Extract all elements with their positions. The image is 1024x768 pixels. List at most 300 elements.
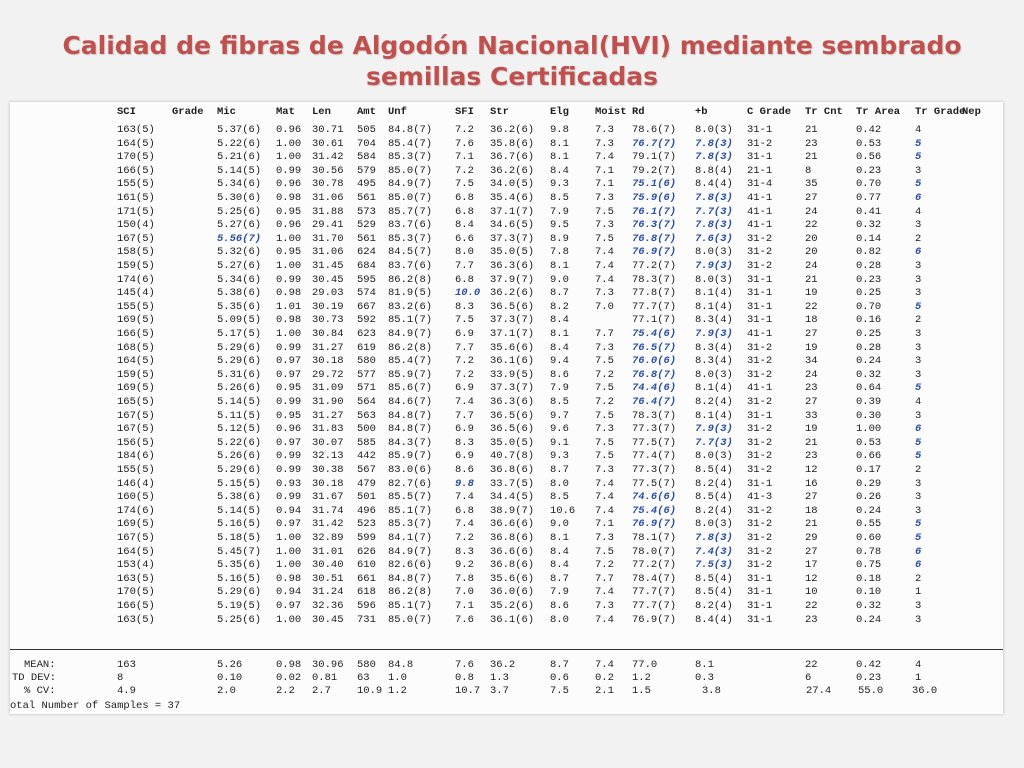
table-cell: 5.56(7) (217, 232, 262, 245)
table-cell: 579 (357, 164, 376, 177)
table-cell: 1.00 (276, 545, 302, 558)
stats-cell: 0.81 (312, 672, 338, 684)
table-cell: 3 (915, 409, 922, 422)
table-cell: 5.26(6) (217, 450, 262, 463)
table-cell: 7.3 (595, 600, 614, 612)
stats-cell: 7.6 (455, 659, 474, 671)
table-row (10, 287, 1003, 300)
stats-cell: 1.2 (388, 685, 407, 697)
table-cell: 5.32(6) (217, 246, 262, 259)
table-cell: 6 (915, 423, 922, 436)
stats-cell: 0.23 (856, 672, 882, 684)
table-cell: 0.97 (276, 518, 302, 531)
table-cell: 8.3 (455, 545, 474, 558)
table-cell: 7.0 (595, 300, 614, 313)
table-cell: 0.82 (856, 246, 882, 259)
table-cell: 22 (805, 600, 818, 612)
column-header: Moist (595, 106, 627, 118)
table-cell: 7.7 (595, 572, 614, 585)
table-cell: 30.84 (312, 328, 344, 340)
table-cell: 31-2 (747, 246, 773, 259)
table-cell: 30.61 (312, 137, 344, 150)
table-row (10, 505, 1003, 518)
table-cell: 599 (357, 532, 376, 544)
table-cell: 8.2(4) (695, 477, 733, 490)
column-header: Unf (388, 106, 407, 118)
table-cell: 0.97 (276, 355, 302, 368)
table-cell: 0.24 (856, 504, 882, 517)
table-cell: 31-1 (747, 273, 773, 286)
table-cell: 8.0 (455, 246, 474, 259)
table-cell: 7.7 (595, 328, 614, 340)
table-cell: 184(6) (117, 450, 155, 463)
table-cell: 164(5) (117, 137, 155, 150)
stats-cell: 8.1 (695, 659, 714, 671)
table-row (10, 573, 1003, 586)
table-cell: 30.19 (312, 300, 344, 313)
table-cell: 8.3(4) (695, 314, 733, 327)
table-cell: 0.96 (276, 124, 302, 136)
table-cell: 5.29(6) (217, 464, 262, 476)
table-cell: 5.37(6) (217, 124, 262, 136)
table-cell: 7.2 (455, 124, 474, 136)
table-cell: 3 (915, 219, 922, 232)
table-row (10, 532, 1003, 545)
table-cell: 6.8 (455, 273, 474, 286)
table-cell: 7.5 (595, 545, 614, 558)
table-cell: 0.16 (856, 314, 882, 327)
table-cell: 6.6 (455, 232, 474, 245)
stats-cell: 0.02 (276, 672, 302, 684)
table-cell: 84.9(7) (388, 545, 433, 558)
table-cell: 8.0(3) (695, 273, 733, 286)
table-cell: 82.7(6) (388, 477, 433, 490)
sample-count: otal Number of Samples = 37 (10, 700, 181, 712)
table-cell: 7.4 (595, 491, 614, 504)
table-cell: 78.1(7) (632, 532, 677, 544)
table-row (10, 165, 1003, 178)
table-cell: 7.2 (455, 355, 474, 368)
table-row (10, 355, 1003, 368)
table-cell: 83.0(6) (388, 464, 433, 476)
table-cell: 84.1(7) (388, 532, 433, 544)
table-cell: 31-1 (747, 151, 773, 164)
table-cell: 83.7(6) (388, 219, 433, 232)
table-cell: 7.4 (595, 477, 614, 490)
table-cell: 30.45 (312, 273, 344, 286)
table-cell: 7.9(3) (695, 328, 733, 340)
table-cell: 86.2(8) (388, 273, 433, 286)
table-cell: 24 (805, 368, 818, 381)
table-cell: 167(5) (117, 232, 155, 245)
table-cell: 6.9 (455, 382, 474, 395)
table-cell: 0.32 (856, 368, 882, 381)
table-cell: 5.18(5) (217, 532, 262, 544)
table-cell: 41-1 (747, 205, 773, 218)
table-cell: 31-2 (747, 504, 773, 517)
table-cell: 36.8(6) (490, 464, 535, 476)
table-cell: 31-2 (747, 355, 773, 368)
table-cell: 31.27 (312, 341, 344, 354)
table-cell: 31.42 (312, 151, 344, 164)
table-cell: 5.19(5) (217, 600, 262, 612)
table-cell: 0.78 (856, 545, 882, 558)
table-cell: 77.7(7) (632, 586, 677, 599)
table-cell: 0.99 (276, 491, 302, 504)
table-cell: 619 (357, 341, 376, 354)
table-cell: 564 (357, 396, 376, 408)
table-cell: 76.5(7) (632, 341, 677, 354)
table-cell: 34 (805, 355, 818, 368)
table-cell: 8.7 (550, 287, 569, 300)
stats-cell: 4 (915, 659, 922, 671)
table-cell: 7.4 (595, 613, 614, 626)
table-cell: 77.1(7) (632, 314, 677, 327)
table-cell: 77.7(7) (632, 600, 677, 612)
table-cell: 78.3(7) (632, 409, 677, 422)
table-cell: 8.6 (455, 464, 474, 476)
table-cell: 7.4 (595, 586, 614, 599)
table-row (10, 314, 1003, 327)
table-cell: 9.8 (550, 124, 569, 136)
table-cell: 161(5) (117, 192, 155, 204)
table-cell: 169(5) (117, 314, 155, 327)
table-cell: 84.8(7) (388, 423, 433, 436)
table-cell: 5.35(6) (217, 300, 262, 313)
stats-cell: 8.7 (550, 659, 569, 671)
table-cell: 166(5) (117, 164, 155, 177)
table-cell: 0.94 (276, 586, 302, 599)
table-cell: 8.1 (550, 260, 569, 272)
table-cell: 85.5(7) (388, 491, 433, 504)
stats-cell: 10.7 (455, 685, 481, 697)
table-cell: 7.5 (595, 232, 614, 245)
table-cell: 31.90 (312, 396, 344, 408)
table-cell: 661 (357, 572, 376, 585)
table-cell: 85.1(7) (388, 600, 433, 612)
table-cell: 85.1(7) (388, 504, 433, 517)
stats-label: MEAN: (24, 659, 56, 671)
table-cell: 0.99 (276, 450, 302, 463)
table-cell: 38.9(7) (490, 504, 535, 517)
table-cell: 8.3(4) (695, 355, 733, 368)
table-cell: 84.5(7) (388, 246, 433, 259)
table-cell: 8.4 (550, 314, 569, 327)
table-cell: 85.0(7) (388, 164, 433, 177)
table-cell: 30.73 (312, 314, 344, 327)
table-cell: 496 (357, 504, 376, 517)
stats-cell: 163 (117, 659, 136, 671)
table-cell: 5.15(5) (217, 477, 262, 490)
table-cell: 0.94 (276, 504, 302, 517)
table-header (10, 106, 1003, 122)
table-cell: 7.3 (595, 137, 614, 150)
table-cell: 1.00 (276, 613, 302, 626)
table-cell: 5.26(6) (217, 382, 262, 395)
table-cell: 34.0(5) (490, 178, 535, 191)
table-cell: 2 (915, 464, 922, 476)
table-cell: 81.9(5) (388, 287, 433, 300)
table-cell: 6.9 (455, 450, 474, 463)
table-cell: 1.00 (276, 532, 302, 544)
table-cell: 7.1 (455, 151, 474, 164)
table-cell: 9.3 (550, 178, 569, 191)
table-cell: 31.74 (312, 504, 344, 517)
table-cell: 31.45 (312, 260, 344, 272)
table-cell: 16 (805, 477, 818, 490)
title-line-2: semillas Certificadas (365, 62, 659, 91)
table-cell: 1.01 (276, 300, 302, 313)
table-cell: 8.5(4) (695, 491, 733, 504)
table-cell: 30.18 (312, 355, 344, 368)
table-cell: 7.4 (595, 260, 614, 272)
table-cell: 9.1 (550, 436, 569, 449)
table-cell: 561 (357, 232, 376, 245)
table-cell: 41-1 (747, 328, 773, 340)
stats-cell: 7.5 (550, 685, 569, 697)
table-cell: 7.5 (595, 205, 614, 218)
table-cell: 35.0(5) (490, 246, 535, 259)
table-cell: 77.3(7) (632, 464, 677, 476)
table-cell: 5 (915, 178, 922, 191)
table-cell: 0.97 (276, 600, 302, 612)
table-cell: 573 (357, 205, 376, 218)
table-cell: 30.56 (312, 164, 344, 177)
table-cell: 5.34(6) (217, 178, 262, 191)
stats-cell: 0.42 (856, 659, 882, 671)
table-cell: 41-3 (747, 491, 773, 504)
table-cell: 8.1(4) (695, 382, 733, 395)
table-cell: 5.16(5) (217, 572, 262, 585)
table-cell: 5.16(5) (217, 518, 262, 531)
table-cell: 31-4 (747, 178, 773, 191)
table-cell: 37.3(7) (490, 314, 535, 327)
table-cell: 7.4 (455, 396, 474, 408)
table-cell: 76.8(7) (632, 232, 677, 245)
stats-cell: 0.8 (455, 672, 474, 684)
table-cell: 7.8 (550, 246, 569, 259)
table-row (10, 192, 1003, 205)
table-cell: 145(4) (117, 287, 155, 300)
table-cell: 8.4 (550, 341, 569, 354)
slide-title (0, 30, 1024, 92)
stats-cell: 4.9 (117, 685, 136, 697)
table-cell: 5.25(6) (217, 205, 262, 218)
table-cell: 0.99 (276, 164, 302, 177)
table-cell: 174(6) (117, 273, 155, 286)
table-cell: 85.4(7) (388, 137, 433, 150)
table-cell: 23 (805, 382, 818, 395)
stats-cell: 3.7 (490, 685, 509, 697)
table-cell: 1.00 (276, 151, 302, 164)
column-header: Str (490, 106, 509, 118)
table-cell: 8.6 (550, 600, 569, 612)
table-cell: 37.1(7) (490, 205, 535, 218)
table-row (10, 301, 1003, 314)
table-cell: 7.4(3) (695, 545, 733, 558)
stats-cell: 7.4 (595, 659, 614, 671)
table-cell: 166(5) (117, 328, 155, 340)
table-cell: 170(5) (117, 151, 155, 164)
table-cell: 7.4 (455, 518, 474, 531)
table-cell: 2 (915, 232, 922, 245)
stats-cell: 30.96 (312, 659, 344, 671)
table-cell: 31-2 (747, 464, 773, 476)
table-cell: 5.38(6) (217, 491, 262, 504)
table-cell: 163(5) (117, 613, 155, 626)
table-cell: 3 (915, 328, 922, 340)
table-cell: 35.0(5) (490, 436, 535, 449)
stats-row (10, 659, 1003, 672)
table-cell: 36.2(6) (490, 287, 535, 300)
stats-cell: 55.0 (858, 685, 884, 697)
table-cell: 623 (357, 328, 376, 340)
table-cell: 169(5) (117, 518, 155, 531)
table-cell: 8.4(4) (695, 178, 733, 191)
stats-cell: 10.9 (357, 685, 383, 697)
table-cell: 3 (915, 273, 922, 286)
table-cell: 27 (805, 491, 818, 504)
table-cell: 23 (805, 137, 818, 150)
table-cell: 31-1 (747, 314, 773, 327)
table-row (10, 206, 1003, 219)
table-cell: 36.3(6) (490, 260, 535, 272)
table-cell: 2 (915, 572, 922, 585)
table-cell: 5 (915, 151, 922, 164)
table-cell: 5.14(5) (217, 164, 262, 177)
table-cell: 8.0 (550, 613, 569, 626)
table-cell: 8.5(4) (695, 464, 733, 476)
table-cell: 0.28 (856, 341, 882, 354)
table-cell: 8.3 (455, 300, 474, 313)
table-cell: 8.5 (550, 192, 569, 204)
table-cell: 5.21(6) (217, 151, 262, 164)
table-row (10, 546, 1003, 559)
table-cell: 5.17(5) (217, 328, 262, 340)
table-cell: 0.96 (276, 178, 302, 191)
table-cell: 0.98 (276, 572, 302, 585)
table-cell: 0.60 (856, 532, 882, 544)
column-header: Amt (357, 106, 376, 118)
table-cell: 8.1 (550, 151, 569, 164)
stats-separator (10, 649, 1003, 650)
table-cell: 31-2 (747, 368, 773, 381)
column-header: Rd (632, 106, 645, 118)
table-cell: 29.03 (312, 287, 344, 300)
stats-cell: 1.5 (632, 685, 651, 697)
table-cell: 8 (805, 164, 812, 177)
table-cell: 79.2(7) (632, 164, 677, 177)
table-cell: 7.5 (455, 178, 474, 191)
table-cell: 7.5 (595, 450, 614, 463)
table-cell: 684 (357, 260, 376, 272)
table-cell: 9.0 (550, 273, 569, 286)
table-cell: 76.9(7) (632, 613, 677, 626)
table-cell: 21-1 (747, 164, 773, 177)
table-cell: 8.1(4) (695, 409, 733, 422)
table-cell: 167(5) (117, 423, 155, 436)
table-cell: 10.6 (550, 504, 576, 517)
table-cell: 9.2 (455, 559, 474, 572)
table-cell: 83.7(6) (388, 260, 433, 272)
table-cell: 0.70 (856, 178, 882, 191)
table-cell: 7.8 (455, 572, 474, 585)
table-row (10, 586, 1003, 599)
table-cell: 167(5) (117, 409, 155, 422)
table-cell: 85.3(7) (388, 232, 433, 245)
stats-cell: 63 (357, 672, 370, 684)
table-cell: 5.27(6) (217, 260, 262, 272)
table-cell: 31-1 (747, 586, 773, 599)
table-cell: 3 (915, 477, 922, 490)
table-cell: 1.00 (276, 260, 302, 272)
table-cell: 585 (357, 436, 376, 449)
table-cell: 704 (357, 137, 376, 150)
table-cell: 29.41 (312, 219, 344, 232)
column-header: Nep (962, 106, 981, 118)
table-cell: 35.6(6) (490, 341, 535, 354)
table-cell: 4 (915, 205, 922, 218)
table-cell: 0.32 (856, 600, 882, 612)
table-cell: 0.96 (276, 423, 302, 436)
table-cell: 1 (915, 586, 922, 599)
table-cell: 153(4) (117, 559, 155, 572)
stats-cell: 1.0 (388, 672, 407, 684)
table-cell: 7.4 (595, 151, 614, 164)
table-cell: 19 (805, 423, 818, 436)
table-cell: 77.3(7) (632, 423, 677, 436)
table-cell: 40.7(8) (490, 450, 535, 463)
table-cell: 36.2(6) (490, 164, 535, 177)
table-row (10, 559, 1003, 572)
table-cell: 171(5) (117, 205, 155, 218)
table-cell: 86.2(8) (388, 341, 433, 354)
table-row (10, 328, 1003, 341)
column-header: +b (695, 106, 708, 118)
table-cell: 6.9 (455, 328, 474, 340)
table-cell: 85.9(7) (388, 368, 433, 381)
table-row (10, 396, 1003, 409)
table-cell: 0.98 (276, 287, 302, 300)
table-cell: 610 (357, 559, 376, 572)
table-cell: 8.7 (550, 572, 569, 585)
table-cell: 164(5) (117, 355, 155, 368)
table-cell: 31-1 (747, 124, 773, 136)
table-cell: 1.00 (276, 137, 302, 150)
table-cell: 5.09(5) (217, 314, 262, 327)
table-cell: 6 (915, 559, 922, 572)
table-cell: 36.6(6) (490, 518, 535, 531)
table-cell: 36.0(6) (490, 586, 535, 599)
table-cell: 29 (805, 532, 818, 544)
table-cell: 7.3 (595, 192, 614, 204)
table-cell: 30.18 (312, 477, 344, 490)
table-cell: 8.1(4) (695, 287, 733, 300)
table-cell: 7.9 (550, 586, 569, 599)
table-cell: 7.2 (595, 396, 614, 408)
table-cell: 17 (805, 559, 818, 572)
table-cell: 0.42 (856, 124, 882, 136)
table-cell: 77.4(7) (632, 450, 677, 463)
table-cell: 0.64 (856, 382, 882, 395)
stats-row (10, 672, 1003, 685)
table-cell: 0.95 (276, 205, 302, 218)
table-cell: 76.1(7) (632, 205, 677, 218)
table-cell: 0.24 (856, 355, 882, 368)
table-cell: 84.3(7) (388, 436, 433, 449)
table-cell: 159(5) (117, 368, 155, 381)
table-cell: 7.7 (455, 260, 474, 272)
